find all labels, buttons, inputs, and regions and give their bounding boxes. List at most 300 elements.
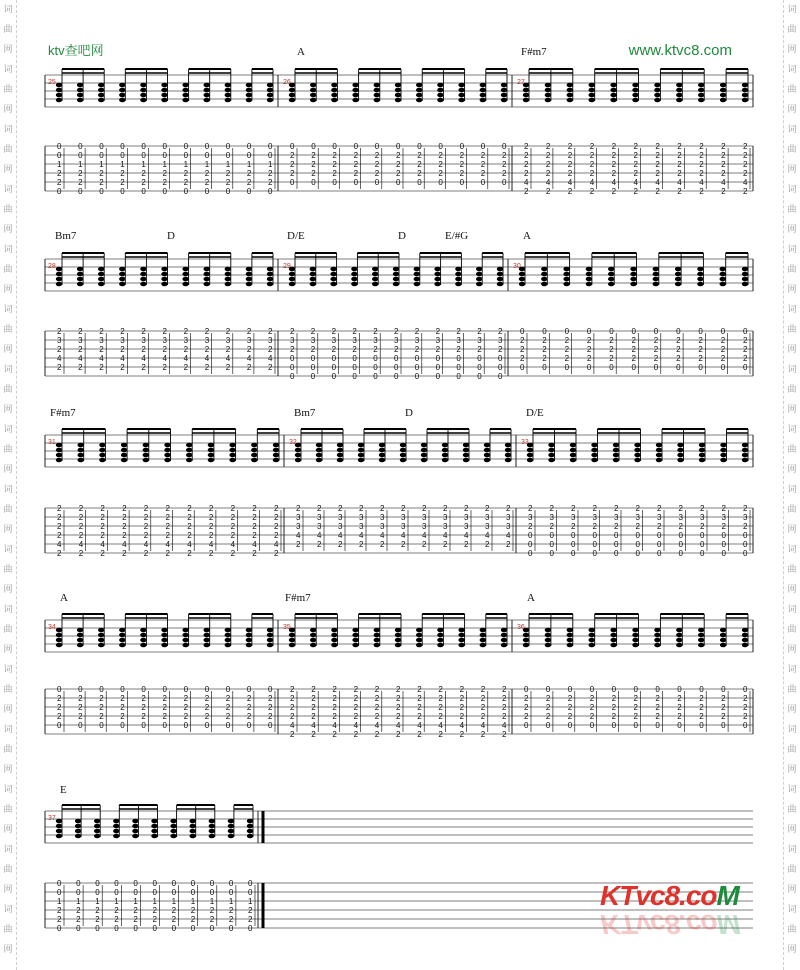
notehead — [56, 448, 62, 453]
fret-number: 2 — [459, 169, 465, 178]
notehead — [170, 829, 176, 834]
notehead — [497, 277, 503, 282]
bar-number: 36 — [517, 624, 525, 631]
brand-top-right: www.ktvc8.com — [628, 42, 732, 59]
fret-number: 4 — [396, 721, 401, 730]
fret-number: 1 — [183, 160, 189, 169]
fret-number: 0 — [204, 142, 210, 151]
fret-number: 2 — [332, 703, 337, 712]
fret-number: 2 — [678, 504, 683, 513]
notehead — [697, 272, 703, 277]
fret-number: 3 — [401, 513, 406, 522]
notehead — [676, 628, 682, 633]
notehead — [395, 633, 401, 638]
notehead — [720, 443, 726, 448]
fret-number: 2 — [374, 694, 380, 703]
fret-number: 3 — [456, 336, 461, 345]
fret-number: 2 — [373, 327, 378, 336]
notehead — [140, 628, 146, 633]
notehead — [331, 98, 337, 103]
watermark-char: 网 — [3, 525, 13, 535]
fret-number: 2 — [464, 504, 469, 513]
fret-number: 2 — [396, 730, 401, 739]
notehead — [246, 643, 252, 648]
fret-number: 2 — [165, 531, 170, 540]
fret-number: 0 — [677, 685, 682, 694]
notehead — [182, 643, 188, 648]
fret-number: 2 — [57, 694, 62, 703]
notehead — [98, 272, 104, 277]
notehead — [78, 458, 84, 463]
fret-number: 2 — [57, 363, 62, 372]
fret-number: 2 — [633, 169, 638, 178]
fret-number: 4 — [274, 540, 279, 549]
fret-number: 2 — [394, 327, 399, 336]
fret-number: 2 — [567, 160, 573, 169]
notehead — [434, 267, 440, 272]
fret-number: 2 — [721, 160, 726, 169]
fret-number: 2 — [120, 345, 125, 354]
fret-number: 2 — [464, 540, 469, 549]
fret-number: 2 — [57, 345, 62, 354]
bar-number: 32 — [289, 439, 297, 446]
fret-number: 2 — [187, 531, 192, 540]
fret-number: 0 — [246, 721, 252, 730]
fret-number: 0 — [57, 187, 62, 196]
watermark-char: 网 — [787, 705, 797, 715]
fret-number: 2 — [609, 336, 614, 345]
fret-number: 2 — [438, 730, 443, 739]
fret-number: 4 — [230, 540, 236, 549]
fret-number: 2 — [208, 504, 214, 513]
notehead — [358, 443, 364, 448]
notehead — [501, 83, 507, 88]
fret-number: 2 — [721, 712, 726, 721]
fret-number: 3 — [380, 522, 385, 531]
fret-number: 2 — [480, 703, 486, 712]
fret-number: 2 — [414, 345, 420, 354]
notehead — [742, 458, 748, 463]
fret-number: 2 — [743, 142, 748, 151]
fret-number: 2 — [120, 694, 125, 703]
notehead — [267, 93, 273, 98]
fret-number: 1 — [152, 897, 157, 906]
fret-number: 0 — [721, 540, 726, 549]
fret-number: 2 — [699, 694, 704, 703]
fret-number: 4 — [143, 540, 149, 549]
fret-number: 2 — [209, 906, 215, 915]
notehead — [182, 267, 188, 272]
chord-label: A — [297, 46, 305, 58]
fret-number: 0 — [477, 354, 482, 363]
fret-number: 2 — [571, 522, 576, 531]
notehead — [656, 453, 662, 458]
fret-number: 2 — [290, 694, 295, 703]
notehead — [182, 628, 188, 633]
fret-number: 2 — [332, 685, 337, 694]
notehead — [632, 98, 638, 103]
fret-number: 0 — [133, 888, 138, 897]
fret-number: 2 — [268, 178, 273, 187]
fret-number: 0 — [435, 354, 441, 363]
notehead — [501, 628, 507, 633]
fret-number: 2 — [78, 327, 83, 336]
fret-number: 2 — [520, 354, 525, 363]
fret-number: 0 — [57, 142, 62, 151]
fret-number: 0 — [743, 721, 748, 730]
watermark-char: 曲 — [787, 385, 797, 395]
notehead — [330, 267, 336, 272]
fret-number: 2 — [310, 327, 316, 336]
fret-number: 2 — [57, 906, 62, 915]
fret-number: 0 — [609, 363, 614, 372]
notehead — [634, 458, 640, 463]
notehead — [545, 628, 551, 633]
fret-number: 2 — [374, 712, 380, 721]
fret-number: 0 — [698, 327, 703, 336]
fret-number: 0 — [614, 531, 619, 540]
notehead — [414, 282, 420, 287]
notehead — [416, 643, 422, 648]
fret-number: 2 — [122, 504, 127, 513]
notehead — [393, 267, 399, 272]
notehead — [416, 638, 422, 643]
fret-number: 2 — [187, 513, 192, 522]
watermark-char: 网 — [787, 285, 797, 295]
notehead — [204, 638, 210, 643]
notehead — [331, 633, 337, 638]
watermark-char: 曲 — [3, 145, 13, 155]
fret-number: 2 — [417, 694, 422, 703]
watermark-char: 网 — [787, 165, 797, 175]
fret-number: 2 — [394, 345, 399, 354]
fret-number: 0 — [571, 531, 576, 540]
fret-number: 2 — [699, 160, 704, 169]
fret-number: 2 — [78, 345, 83, 354]
fret-number: 0 — [152, 888, 157, 897]
notehead — [632, 643, 638, 648]
notehead — [372, 267, 378, 272]
fret-number: 2 — [435, 327, 441, 336]
notehead — [545, 83, 551, 88]
fret-number: 2 — [545, 187, 551, 196]
fret-number: 2 — [721, 169, 726, 178]
fret-number: 2 — [187, 549, 192, 558]
chord-label: F#m7 — [285, 592, 311, 604]
fret-number: 4 — [317, 531, 322, 540]
notehead — [541, 277, 547, 282]
fret-number: 4 — [380, 531, 385, 540]
notehead — [170, 819, 176, 824]
fret-number: 2 — [373, 345, 378, 354]
notehead — [151, 824, 157, 829]
fret-number: 2 — [374, 151, 380, 160]
fret-number: 4 — [246, 354, 252, 363]
notehead — [228, 819, 234, 824]
watermark-char: 曲 — [787, 505, 797, 515]
notehead — [330, 277, 336, 282]
fret-number: 2 — [246, 345, 252, 354]
fret-number: 0 — [99, 721, 104, 730]
fret-number: 4 — [100, 540, 105, 549]
fret-number: 2 — [609, 345, 614, 354]
notehead — [267, 267, 273, 272]
fret-number: 2 — [699, 151, 704, 160]
fret-number: 2 — [268, 345, 273, 354]
fret-number: 3 — [290, 336, 295, 345]
notehead — [310, 93, 316, 98]
notehead — [501, 88, 507, 93]
fret-number: 3 — [204, 336, 210, 345]
fret-number: 0 — [480, 142, 486, 151]
chord-label: E/#G — [445, 230, 469, 242]
notehead — [119, 88, 125, 93]
notehead — [310, 277, 316, 282]
fret-number: 0 — [268, 151, 273, 160]
fret-number: 2 — [438, 694, 443, 703]
fret-number: 0 — [228, 924, 234, 933]
notehead — [182, 98, 188, 103]
notehead — [698, 98, 704, 103]
notehead — [140, 93, 146, 98]
fret-number: 3 — [422, 522, 427, 531]
fret-number: 2 — [122, 513, 127, 522]
fret-number: 2 — [141, 327, 146, 336]
notehead — [98, 98, 104, 103]
notehead — [273, 458, 279, 463]
notehead — [75, 819, 81, 824]
notehead — [56, 638, 62, 643]
fret-number: 2 — [274, 504, 279, 513]
notehead — [56, 819, 62, 824]
notehead — [458, 628, 464, 633]
notehead — [316, 448, 322, 453]
fret-number: 4 — [485, 531, 490, 540]
fret-number: 2 — [520, 336, 525, 345]
fret-number: 2 — [477, 327, 482, 336]
notehead — [610, 93, 616, 98]
notehead — [379, 453, 385, 458]
chord-label: A — [523, 230, 531, 242]
fret-number: 2 — [122, 549, 127, 558]
notehead — [698, 88, 704, 93]
fret-number: 2 — [485, 504, 490, 513]
watermark-char: 曲 — [787, 445, 797, 455]
fret-number: 4 — [311, 721, 316, 730]
fret-number: 2 — [653, 354, 659, 363]
notehead — [675, 277, 681, 282]
fret-number: 4 — [743, 178, 748, 187]
notehead — [247, 829, 253, 834]
notehead — [416, 98, 422, 103]
notehead — [204, 83, 210, 88]
fret-number: 2 — [456, 345, 461, 354]
notehead — [676, 98, 682, 103]
watermark-char: 网 — [787, 225, 797, 235]
fret-number: 2 — [290, 160, 295, 169]
fret-number: 3 — [141, 336, 146, 345]
notehead — [352, 633, 358, 638]
fret-number: 0 — [743, 549, 748, 558]
fret-number: 2 — [655, 142, 660, 151]
fret-number: 2 — [396, 151, 401, 160]
notehead — [98, 282, 104, 287]
fret-number: 2 — [141, 178, 146, 187]
fret-number: 2 — [480, 685, 486, 694]
notehead — [143, 448, 149, 453]
fret-number: 2 — [311, 160, 316, 169]
fret-number: 0 — [721, 685, 726, 694]
fret-number: 0 — [676, 327, 681, 336]
notehead — [653, 272, 659, 277]
notehead — [161, 643, 167, 648]
fret-number: 2 — [57, 712, 62, 721]
notehead — [480, 628, 486, 633]
fret-number: 0 — [331, 363, 337, 372]
fret-number: 2 — [100, 513, 105, 522]
fret-number: 0 — [190, 879, 196, 888]
fret-number: 0 — [76, 924, 81, 933]
watermark-char: 网 — [3, 45, 13, 55]
fret-number: 2 — [230, 531, 236, 540]
notehead — [541, 267, 547, 272]
notehead — [563, 277, 569, 282]
notehead — [267, 88, 273, 93]
fret-number: 2 — [57, 513, 62, 522]
fret-number: 4 — [78, 354, 83, 363]
fret-number: 3 — [485, 513, 490, 522]
fret-number: 2 — [564, 345, 570, 354]
notehead — [610, 628, 616, 633]
notehead — [455, 277, 461, 282]
fret-number: 0 — [290, 354, 295, 363]
fret-number: 0 — [162, 187, 167, 196]
notehead — [400, 443, 406, 448]
fret-number: 2 — [528, 522, 533, 531]
fret-number: 2 — [162, 363, 167, 372]
fret-number: 0 — [331, 354, 337, 363]
fret-number: 2 — [374, 685, 380, 694]
fret-number: 0 — [120, 187, 125, 196]
fret-number: 2 — [480, 160, 486, 169]
notehead — [267, 638, 273, 643]
notehead — [352, 98, 358, 103]
notehead — [119, 267, 125, 272]
fret-number: 0 — [99, 685, 104, 694]
fret-number: 2 — [631, 354, 636, 363]
fret-number: 3 — [414, 336, 420, 345]
notehead — [228, 829, 234, 834]
notehead — [570, 458, 576, 463]
fret-number: 0 — [246, 151, 252, 160]
notehead — [161, 277, 167, 282]
fret-number: 2 — [611, 694, 617, 703]
fret-number: 0 — [246, 142, 252, 151]
notehead — [501, 98, 507, 103]
fret-number: 2 — [633, 142, 638, 151]
fret-number: 2 — [502, 160, 507, 169]
notehead — [676, 88, 682, 93]
fret-number: 0 — [677, 721, 682, 730]
notehead — [132, 834, 138, 839]
fret-number: 0 — [225, 685, 231, 694]
fret-number: 3 — [443, 513, 448, 522]
fret-number: 0 — [498, 354, 503, 363]
fret-number: 2 — [228, 915, 234, 924]
fret-number: 2 — [230, 513, 236, 522]
notehead — [267, 272, 273, 277]
fret-number: 2 — [122, 522, 127, 531]
fret-number: 3 — [443, 522, 448, 531]
fret-number: 0 — [614, 549, 619, 558]
ktvc8-logo — [600, 880, 750, 940]
fret-number: 0 — [721, 531, 726, 540]
chord-label: D/E — [287, 230, 305, 242]
watermark-char: 词 — [3, 605, 13, 615]
fret-number: 4 — [401, 531, 406, 540]
notehead — [98, 88, 104, 93]
fret-number: 2 — [414, 327, 420, 336]
fret-number: 2 — [311, 151, 316, 160]
fret-number: 2 — [589, 142, 595, 151]
notehead — [358, 458, 364, 463]
fret-number: 0 — [353, 142, 359, 151]
notehead — [654, 643, 660, 648]
fret-number: 2 — [438, 703, 443, 712]
notehead — [563, 282, 569, 287]
fret-number: 3 — [338, 513, 343, 522]
watermark-char: 网 — [3, 225, 13, 235]
fret-number: 0 — [633, 685, 638, 694]
watermark-char: 词 — [3, 665, 13, 675]
fret-number: 3 — [317, 513, 322, 522]
fret-number: 0 — [520, 363, 525, 372]
fret-number: 4 — [374, 721, 380, 730]
notehead — [204, 282, 210, 287]
fret-number: 2 — [699, 169, 704, 178]
notehead — [140, 643, 146, 648]
fret-number: 2 — [120, 363, 125, 372]
fret-number: 0 — [225, 142, 231, 151]
watermark-char: 曲 — [3, 385, 13, 395]
notehead — [204, 272, 210, 277]
notehead — [586, 272, 592, 277]
fret-number: 2 — [114, 915, 119, 924]
notehead — [720, 643, 726, 648]
watermark-char: 网 — [3, 345, 13, 355]
fret-number: 2 — [545, 712, 551, 721]
notehead — [56, 824, 62, 829]
fret-number: 0 — [394, 372, 399, 381]
notehead — [476, 282, 482, 287]
notehead — [98, 643, 104, 648]
watermark-char: 网 — [787, 825, 797, 835]
watermark-char: 词 — [787, 425, 797, 435]
notehead — [497, 272, 503, 277]
fret-number: 2 — [699, 142, 704, 151]
notehead — [437, 633, 443, 638]
watermark-char: 网 — [3, 285, 13, 295]
watermark-char: 词 — [3, 305, 13, 315]
notehead — [77, 638, 83, 643]
fret-number: 0 — [57, 888, 62, 897]
fret-number: 0 — [699, 685, 704, 694]
notehead — [113, 829, 119, 834]
fret-number: 2 — [338, 540, 343, 549]
fret-number: 2 — [99, 345, 104, 354]
notehead — [56, 267, 62, 272]
fret-number: 4 — [122, 540, 127, 549]
